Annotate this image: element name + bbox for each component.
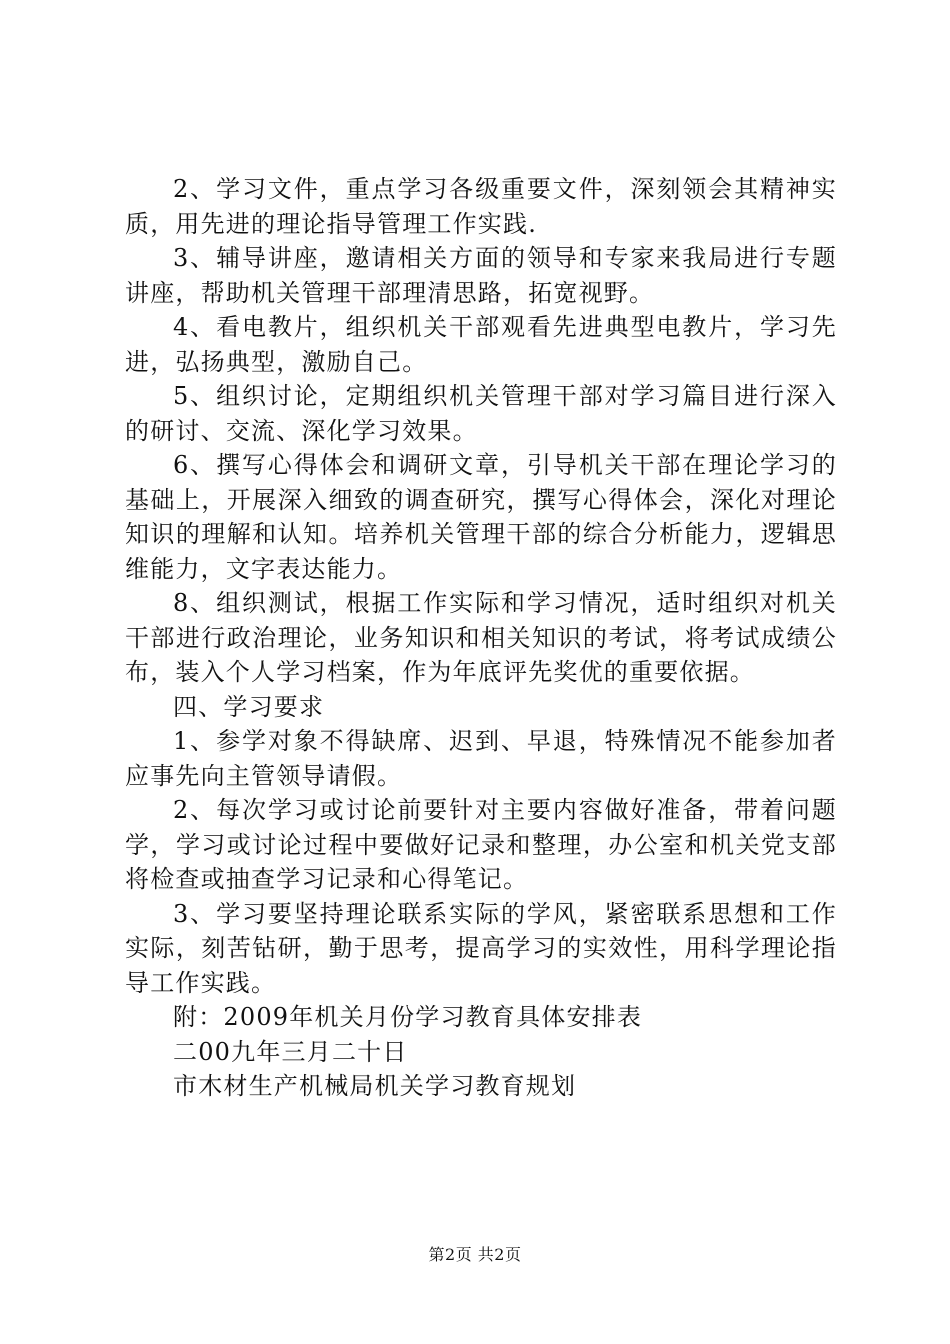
document-date: 二00九年三月二十日: [173, 1037, 408, 1066]
page-number: 第2页 共2页: [428, 1245, 522, 1264]
document-title-footer: 市木材生产机械局机关学习教育规划: [173, 1072, 577, 1100]
paragraph-testing: 8、组织测试，根据工作实际和学习情况，适时组织对机关干部进行政治理论，业务知识和相关知识的考试，将考试成绩公布，装入个人学习档案，作为年底评先奖优的重要依据。: [125, 589, 837, 686]
paragraph-attendance: 1、参学对象不得缺席、迟到、早退，特殊情况不能参加者应事先向主管领导请假。: [125, 727, 837, 790]
paragraph-discussion: 5、组织讨论，定期组织机关管理干部对学习篇目进行深入的研讨、交流、深化学习效果。: [125, 382, 837, 445]
paragraph-educational-films: 4、看电教片，组织机关干部观看先进典型电教片，学习先进，弘扬典型，激励自己。: [125, 313, 837, 376]
paragraph-study-style: 3、学习要坚持理论联系实际的学风，紧密联系思想和工作实际，刻苦钻研，勤于思考，提高学习的实效性，用科学理论指导工作实践。: [125, 899, 837, 997]
section-heading-requirements: 四、学习要求: [173, 692, 325, 721]
paragraph-write-reports: 6、撰写心得体会和调研文章，引导机关干部在理论学习的基础上，开展深入细致的调查研究，撰写心得体会，深化对理论知识的理解和认知。培养机关管理干部的综合分析能力，逻辑思维能力，文字表达能力。: [125, 451, 837, 583]
document-body: [125, 172, 837, 1104]
paragraph-preparation: 2、每次学习或讨论前要针对主要内容做好准备，带着问题学，学习或讨论过程中要做好记录和整理，办公室和机关党支部将检查或抽查学习记录和心得笔记。: [125, 796, 837, 893]
attachment-note: 附：2009年机关月份学习教育具体安排表: [173, 1003, 643, 1031]
paragraph-lectures: 3、辅导讲座，邀请相关方面的领导和专家来我局进行专题讲座，帮助机关管理干部理清思路，拓宽视野。: [125, 244, 837, 307]
paragraph-study-documents: 2、学习文件，重点学习各级重要文件，深刻领会其精神实质，用先进的理论指导管理工作实践.: [125, 175, 837, 238]
